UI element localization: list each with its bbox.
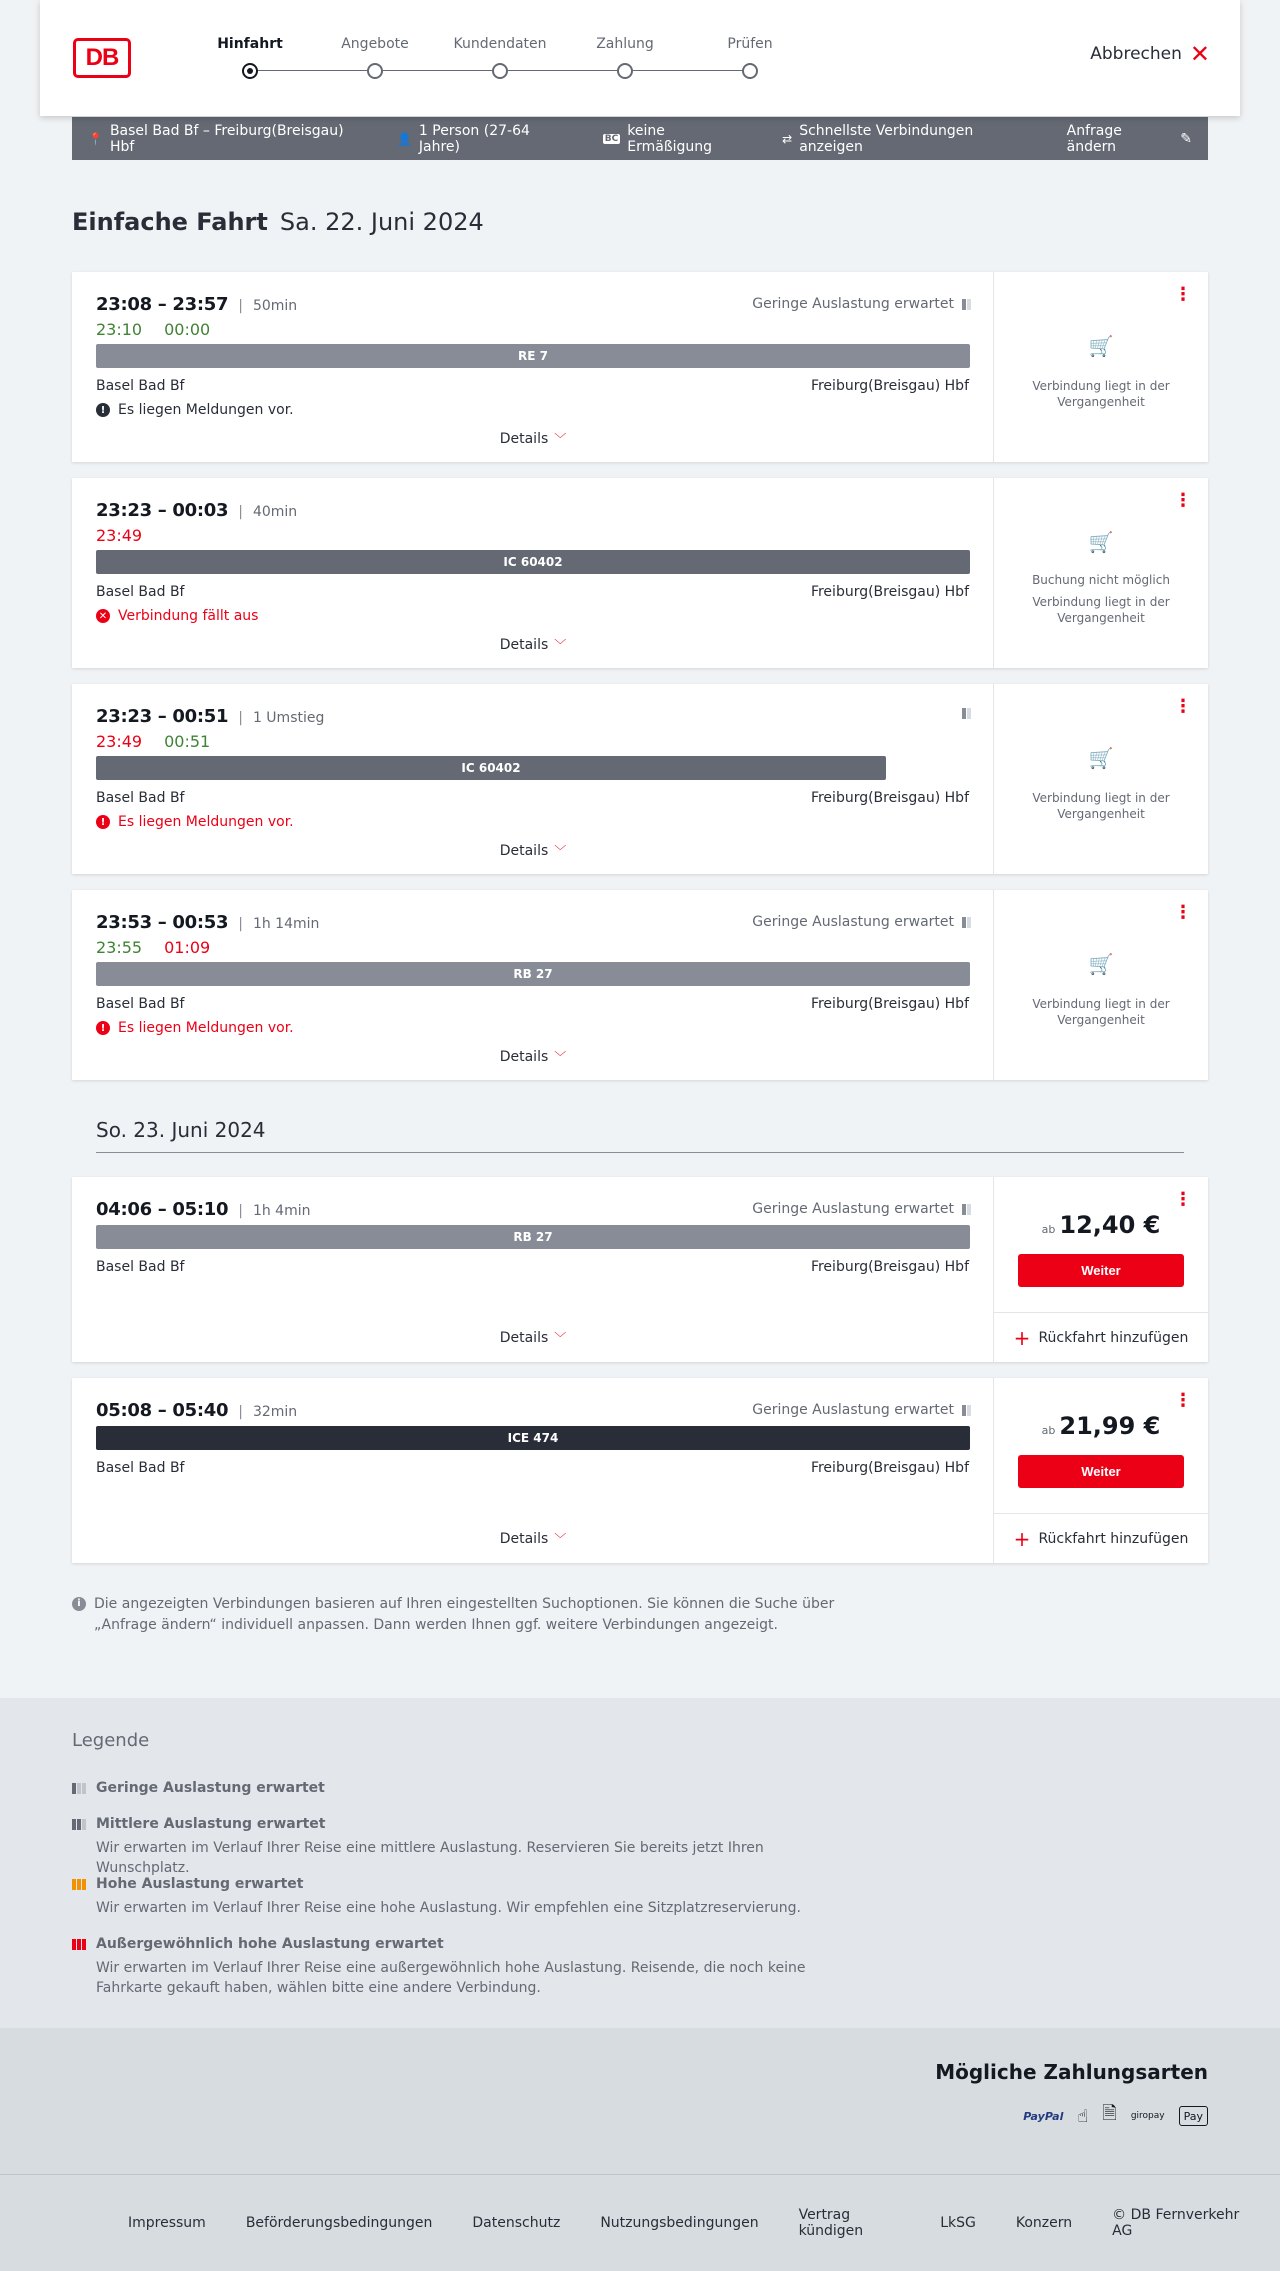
connection-times (96, 912, 319, 933)
train-bar: RB 27 (96, 1225, 970, 1249)
alert-icon: ! (96, 815, 110, 829)
cancelled-x-icon: ✕ (96, 609, 110, 623)
message-notice (96, 814, 294, 830)
step-dot (492, 63, 508, 79)
details-label: Details (499, 431, 549, 447)
legend-item-high (72, 1876, 856, 1918)
time-range: 05:08 – 05:40 (96, 1400, 229, 1421)
chevron-down-icon: ﹀ (554, 1532, 567, 1546)
chevron-down-icon: ﹀ (554, 638, 567, 652)
time-range: 23:53 – 00:53 (96, 912, 229, 933)
footer-link-konzern[interactable]: Konzern (1015, 2215, 1073, 2231)
legend-item-low (72, 1780, 325, 1796)
message-notice (96, 1020, 294, 1036)
payment-methods-section (0, 2028, 1280, 2174)
step-dot (617, 63, 633, 79)
payment-icons (1023, 2104, 1208, 2128)
page-title-bold: Einfache Fahrt (72, 208, 268, 236)
legend-item-medium (72, 1816, 856, 1878)
footer-link-lksg[interactable]: LkSG (940, 2215, 976, 2231)
message-text: Es liegen Meldungen vor. (118, 1020, 294, 1036)
booking-steps (210, 34, 790, 84)
connection-times (96, 1400, 297, 1421)
details-label: Details (499, 637, 549, 653)
destination-station: Freiburg(Breisgau) Hbf (810, 584, 969, 600)
query-discount-text: keine Ermäßigung (627, 122, 713, 155)
realtime-times (96, 526, 142, 545)
train-bar: IC 60402 (96, 550, 970, 574)
step-dot (367, 63, 383, 79)
apple-pay-icon: Pay (1179, 2106, 1208, 2126)
destination-station: Freiburg(Breisgau) Hbf (810, 1460, 969, 1476)
price-value: 12,40 € (1059, 1211, 1161, 1239)
separator: | (238, 504, 243, 520)
booking-panel (994, 890, 1208, 1080)
footer-link-vertrag-kuendigen[interactable]: Vertrag kündigen (798, 2207, 864, 2239)
footer-link-impressum[interactable]: Impressum (128, 2215, 206, 2231)
separator: | (238, 1203, 243, 1219)
add-return-label: Rückfahrt hinzufügen (1038, 1329, 1189, 1346)
query-persons (397, 123, 571, 155)
cancel-label: Abbrechen (1090, 44, 1182, 64)
occupancy-indicator (752, 1402, 971, 1418)
legend-item-desc: Wir erwarten im Verlauf Ihrer Reise eine mittlere Auslastung. Reservieren Sie bereits jetzt Ihren Wunschplatz. (96, 1840, 764, 1876)
occupancy-low-icon (962, 917, 971, 928)
price (994, 1211, 1208, 1239)
occupancy-low-icon (962, 1405, 971, 1416)
details-toggle[interactable] (72, 1530, 994, 1547)
alert-icon: ! (96, 1021, 110, 1035)
occupancy-low-icon (962, 299, 971, 310)
price (994, 1412, 1208, 1440)
destination-station: Freiburg(Breisgau) Hbf (810, 996, 969, 1012)
legend-item-title: Hohe Auslastung erwartet (96, 1876, 304, 1892)
occupancy-indicator (752, 1201, 971, 1217)
realtime-departure: 23:55 (96, 938, 143, 957)
duration: 32min (252, 1404, 298, 1420)
price-prefix: ab (1041, 1223, 1056, 1236)
separator: | (238, 916, 243, 932)
destination-station: Freiburg(Breisgau) Hbf (810, 378, 969, 394)
giropay-icon: giropay (1130, 2111, 1165, 2121)
chevron-down-icon: ﹀ (554, 1050, 567, 1064)
origin-station: Basel Bad Bf (96, 996, 185, 1012)
occupancy-high-icon (72, 1878, 86, 1890)
cancelled-notice (96, 608, 258, 624)
connection-card (72, 890, 1208, 1080)
step-label: Hinfahrt (217, 36, 283, 52)
db-logo[interactable]: DB (73, 38, 131, 78)
occupancy-indicator (962, 708, 971, 719)
query-fastest-text: Schnellste Verbindungen anzeigen (799, 122, 974, 155)
progress-header (40, 0, 1240, 116)
day-header: So. 23. Juni 2024 (96, 1118, 1184, 1153)
train-bar: ICE 474 (96, 1426, 970, 1450)
person-icon: 👤 (396, 131, 412, 146)
train-bar: RE 7 (96, 344, 970, 368)
occupancy-indicator (752, 296, 971, 312)
connection-card (72, 1177, 1208, 1362)
message-notice (96, 402, 294, 418)
footer-link-datenschutz[interactable]: Datenschutz (472, 2215, 561, 2231)
details-label: Details (499, 843, 549, 859)
step-kundendaten (440, 34, 560, 54)
separator: | (238, 710, 243, 726)
connection-times (96, 1199, 311, 1220)
footer (0, 2174, 1280, 2271)
search-info-note (72, 1594, 852, 1636)
footer-link-nutzungsbedingungen[interactable]: Nutzungsbedingungen (600, 2215, 759, 2231)
origin-station: Basel Bad Bf (96, 378, 185, 394)
legend-item-desc: Wir erwarten im Verlauf Ihrer Reise eine hohe Auslastung. Wir empfehlen eine Sitzplatzreservierung. (96, 1900, 801, 1916)
realtime-arrival: 00:51 (164, 732, 211, 751)
connection-info[interactable] (72, 1378, 994, 1563)
cart-unavailable-icon: 🛒 (1088, 334, 1114, 358)
connection-info[interactable] (72, 272, 994, 462)
connection-info[interactable] (72, 1177, 994, 1362)
connection-times (96, 500, 297, 521)
occupancy-low-icon (962, 708, 971, 719)
connection-card (72, 684, 1208, 874)
details-toggle[interactable] (72, 430, 994, 447)
booking-panel (994, 478, 1208, 668)
legend-item-very-high (72, 1936, 856, 1998)
realtime-times (96, 732, 210, 751)
details-label: Details (499, 1330, 549, 1346)
realtime-departure: 23:10 (96, 320, 143, 339)
credit-card-hand-icon: ☝ (1077, 2105, 1089, 2127)
query-route-text: Basel Bad Bf – Freiburg(Breisgau) Hbf (109, 122, 344, 155)
page-title-date: Sa. 22. Juni 2024 (279, 208, 484, 236)
edit-query-button[interactable] (1067, 123, 1192, 155)
occupancy-indicator (752, 914, 971, 930)
step-label: Angebote (341, 36, 409, 52)
duration: 1h 14min (252, 916, 320, 932)
time-range: 23:08 – 23:57 (96, 294, 229, 315)
duration: 50min (252, 298, 298, 314)
info-text: Die angezeigten Verbindungen basieren auf Ihren eingestellten Suchoptionen. Sie können die Suche über „Anfrage ändern“ individuell anpassen. Dann werden Ihnen ggf. weitere Verbindungen angezeigt. (94, 1596, 835, 1633)
query-route (88, 123, 365, 155)
legend-item-desc: Wir erwarten im Verlauf Ihrer Reise eine außergewöhnlich hohe Auslastung. Reisende, die noch keine Fahrkarte gekauft haben, wählen bitte eine andere Verbindung. (96, 1960, 806, 1996)
booking-panel (994, 1378, 1208, 1563)
location-pin-icon: 📍 (88, 131, 103, 146)
train-bar: RB 27 (96, 962, 970, 986)
step-angebote (315, 34, 435, 54)
status-text: Verbindung liegt in der Vergangenheit (1032, 997, 1170, 1027)
footer-link-befoerderungsbedingungen[interactable]: Beförderungsbedingungen (245, 2215, 433, 2231)
info-icon: i (72, 1597, 86, 1611)
occupancy-medium-icon (72, 1818, 86, 1830)
realtime-times (96, 938, 210, 957)
add-return-label: Rückfahrt hinzufügen (1038, 1530, 1189, 1547)
duration: 1h 4min (252, 1203, 311, 1219)
query-persons-text: 1 Person (27-64 Jahre) (418, 122, 530, 155)
occupancy-text: Geringe Auslastung erwartet (752, 914, 954, 930)
price-prefix: ab (1041, 1424, 1056, 1437)
booking-panel (994, 272, 1208, 462)
cart-unavailable-icon: 🛒 (1088, 530, 1114, 554)
step-pruefen (690, 34, 810, 54)
more-options-icon[interactable]: ⋮ (1174, 1390, 1192, 1411)
step-dot (242, 63, 258, 79)
time-range: 23:23 – 00:03 (96, 500, 229, 521)
cancel-button[interactable] (1090, 40, 1210, 68)
separator: | (238, 298, 243, 314)
destination-station: Freiburg(Breisgau) Hbf (810, 790, 969, 806)
paypal-icon: PayPal (1023, 2109, 1064, 2123)
swap-arrows-icon: ⇄ (782, 131, 793, 146)
legend-title: Legende (72, 1730, 150, 1751)
connection-card (72, 478, 1208, 668)
transfers: 1 Umstieg (252, 710, 325, 726)
more-options-icon[interactable]: ⋮ (1174, 490, 1192, 511)
query-fastest (782, 123, 1034, 155)
step-zahlung (565, 34, 685, 54)
more-options-icon[interactable]: ⋮ (1174, 902, 1192, 923)
query-summary-bar (72, 117, 1208, 160)
origin-station: Basel Bad Bf (96, 584, 185, 600)
query-discount (603, 123, 750, 155)
legend-item-title: Außergewöhnlich hohe Auslastung erwartet (96, 1936, 444, 1952)
realtime-arrival: 00:00 (164, 320, 211, 339)
details-toggle[interactable] (72, 842, 994, 859)
connection-times (96, 706, 324, 727)
legend-item-title: Mittlere Auslastung erwartet (96, 1816, 326, 1832)
booking-status-text: Buchung nicht möglich (1032, 573, 1170, 587)
connection-info[interactable] (72, 684, 994, 874)
details-label: Details (499, 1049, 549, 1065)
booking-panel (994, 1177, 1208, 1362)
realtime-times (96, 320, 210, 339)
legend-item-title: Geringe Auslastung erwartet (96, 1780, 325, 1796)
details-toggle[interactable] (72, 636, 994, 653)
plus-icon: + (1013, 1325, 1031, 1350)
destination-station: Freiburg(Breisgau) Hbf (810, 1259, 969, 1275)
realtime-arrival: 01:09 (164, 938, 211, 957)
add-return-button[interactable] (994, 1312, 1208, 1362)
more-options-icon[interactable]: ⋮ (1174, 1189, 1192, 1210)
edit-query-label: Anfrage ändern (1066, 122, 1122, 155)
pencil-icon: ✎ (1180, 130, 1192, 147)
add-return-button[interactable] (994, 1513, 1208, 1563)
step-label: Prüfen (727, 36, 773, 52)
plus-icon: + (1013, 1526, 1031, 1551)
step-dot (742, 63, 758, 79)
step-hinfahrt[interactable] (190, 34, 310, 54)
realtime-departure: 23:49 (96, 732, 143, 751)
origin-station: Basel Bad Bf (96, 790, 185, 806)
close-icon: ✕ (1189, 40, 1210, 68)
message-text: Es liegen Meldungen vor. (118, 402, 294, 418)
cart-unavailable-icon: 🛒 (1088, 746, 1114, 770)
page-title (72, 208, 484, 236)
connection-info[interactable] (72, 478, 994, 668)
connection-card (72, 272, 1208, 462)
train-bar: IC 60402 (96, 756, 886, 780)
cart-unavailable-icon: 🛒 (1088, 952, 1114, 976)
step-label: Zahlung (596, 36, 654, 52)
chevron-down-icon: ﹀ (554, 1331, 567, 1345)
occupancy-very-high-icon (72, 1938, 86, 1950)
occupancy-text: Geringe Auslastung erwartet (752, 1402, 954, 1418)
occupancy-low-icon (962, 1204, 971, 1215)
chevron-down-icon: ﹀ (554, 432, 567, 446)
occupancy-low-icon (72, 1782, 86, 1794)
occupancy-text: Geringe Auslastung erwartet (752, 296, 954, 312)
connection-card (72, 1378, 1208, 1563)
separator: | (238, 1404, 243, 1420)
payment-title: Mögliche Zahlungsarten (935, 2060, 1208, 2084)
origin-station: Basel Bad Bf (96, 1460, 185, 1476)
status-text: Verbindung liegt in der Vergangenheit (1032, 791, 1170, 821)
sepa-direct-debit-icon: 🗎 (1102, 2103, 1117, 2124)
realtime-departure: 23:49 (96, 526, 143, 545)
booking-panel (994, 684, 1208, 874)
continue-button[interactable]: Weiter (1018, 1455, 1184, 1488)
more-options-icon[interactable]: ⋮ (1174, 284, 1192, 305)
footer-link-copyright[interactable]: © DB Fernverkehr AG (1112, 2207, 1240, 2239)
details-toggle[interactable] (72, 1048, 994, 1065)
info-alert-icon: ! (96, 403, 110, 417)
occupancy-text: Geringe Auslastung erwartet (752, 1201, 954, 1217)
more-options-icon[interactable]: ⋮ (1174, 696, 1192, 717)
connection-times (96, 294, 297, 315)
details-label: Details (499, 1531, 549, 1547)
message-text: Es liegen Meldungen vor. (118, 814, 294, 830)
status-text: Verbindung liegt in der Vergangenheit (1032, 379, 1170, 409)
bahncard-icon: BC (604, 133, 619, 144)
chevron-down-icon: ﹀ (554, 844, 567, 858)
details-toggle[interactable] (72, 1329, 994, 1346)
step-label: Kundendaten (453, 36, 547, 52)
connection-info[interactable] (72, 890, 994, 1080)
duration: 40min (252, 504, 298, 520)
continue-button[interactable]: Weiter (1018, 1254, 1184, 1287)
time-range: 23:23 – 00:51 (96, 706, 229, 727)
origin-station: Basel Bad Bf (96, 1259, 185, 1275)
time-range: 04:06 – 05:10 (96, 1199, 229, 1220)
price-value: 21,99 € (1059, 1412, 1161, 1440)
message-text: Verbindung fällt aus (118, 608, 259, 624)
legend-section (0, 1698, 1280, 2028)
status-text: Verbindung liegt in der Vergangenheit (1032, 595, 1170, 625)
